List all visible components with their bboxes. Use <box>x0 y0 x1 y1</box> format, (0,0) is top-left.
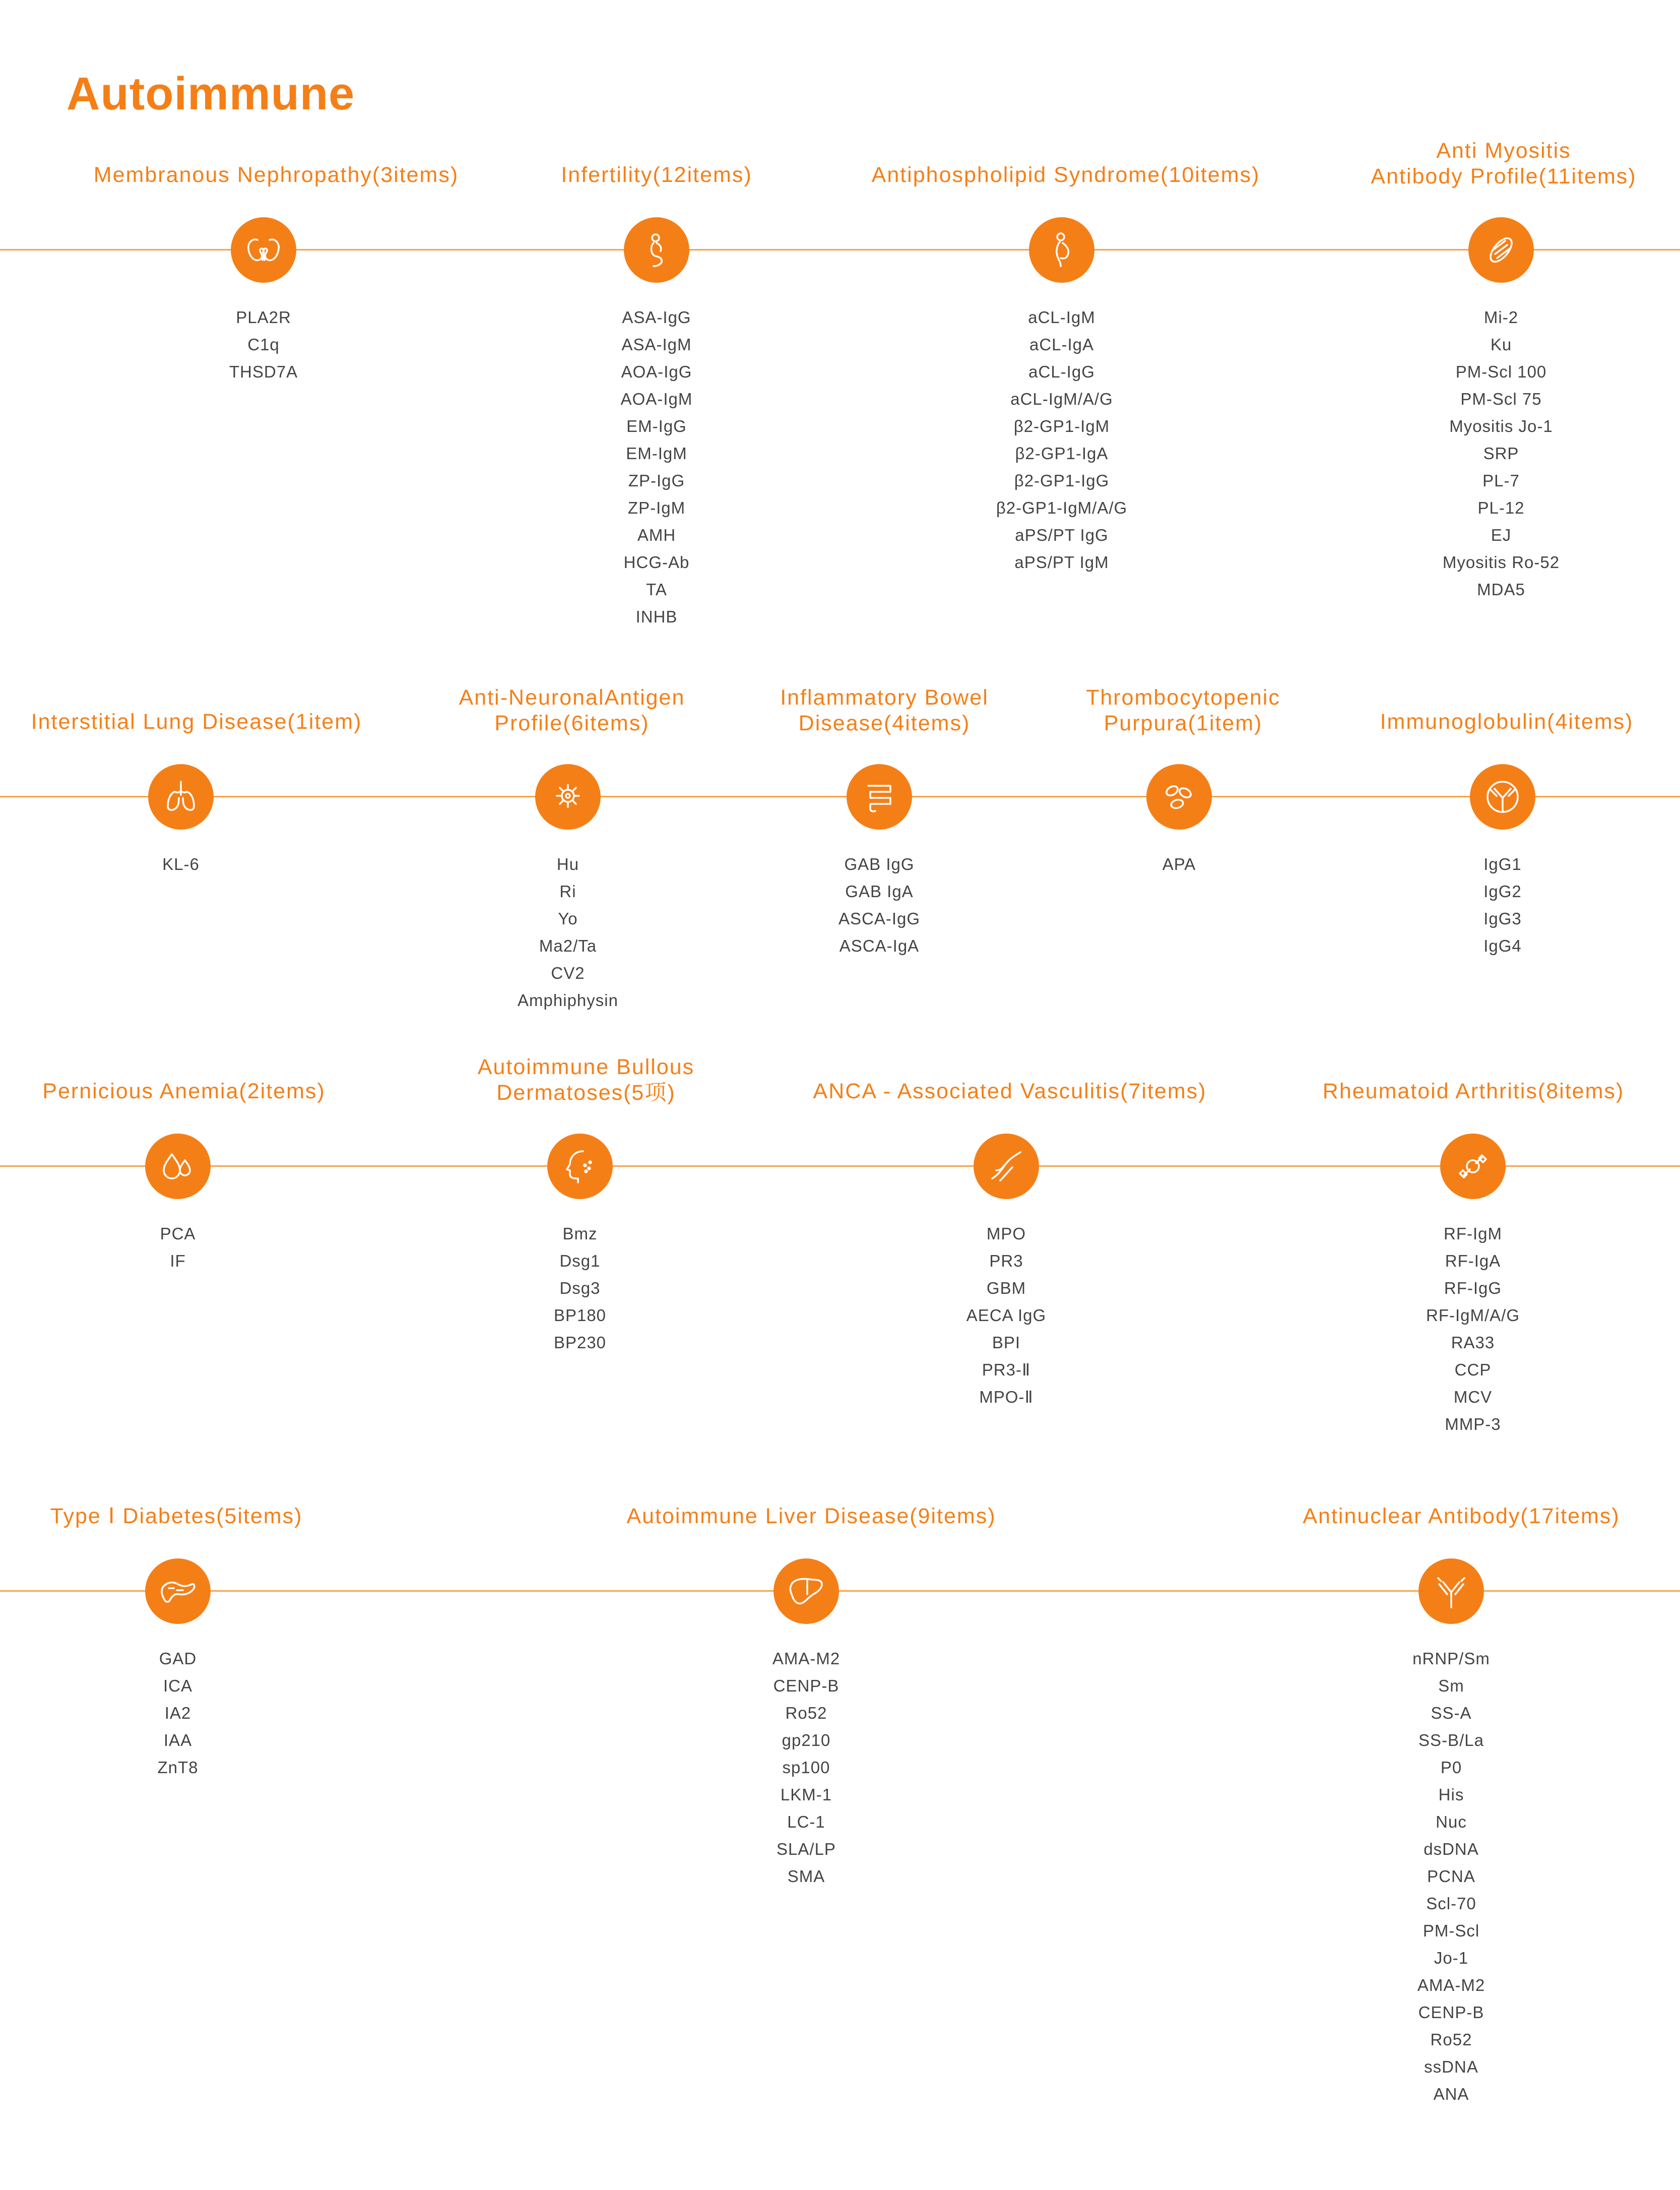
list-item: AOA-IgM <box>620 390 693 408</box>
list-item: BP180 <box>553 1306 607 1325</box>
list-item: ssDNA <box>1424 2057 1478 2076</box>
list-item: aPS/PT IgG <box>1015 526 1109 544</box>
list-item: MCV <box>1453 1388 1493 1406</box>
list-item: gp210 <box>782 1731 831 1749</box>
list-item: GAB IgG <box>844 855 915 873</box>
category-title-text: Immunoglobulin(4items) <box>1380 710 1634 734</box>
list-item: EJ <box>1491 526 1512 544</box>
list-item: EM-IgG <box>626 417 687 435</box>
antibody-icon <box>1418 1558 1484 1624</box>
category-title-antinuclear-antibody <box>1235 1499 1680 1529</box>
list-item: AECA IgG <box>966 1306 1047 1325</box>
list-item: Ri <box>559 882 576 901</box>
category-title-text: Thrombocytopenic Purpura(1item) <box>1086 685 1280 735</box>
list-item: AOA-IgG <box>621 362 692 381</box>
list-item: THSD7A <box>229 362 298 381</box>
category-title-rheumatoid-arthritis <box>1247 1074 1680 1104</box>
blood-cells-icon <box>1146 764 1212 830</box>
list-item: Myositis Ro-52 <box>1442 553 1560 572</box>
muscle-icon <box>1468 217 1534 283</box>
list-item: MPO-Ⅱ <box>979 1388 1033 1406</box>
category-title-text: Autoimmune Bullous Dermatoses(5项) <box>477 1055 695 1105</box>
timeline-row-2 <box>0 796 1680 797</box>
list-item: MDA5 <box>1477 580 1525 599</box>
list-item: GAD <box>159 1649 197 1668</box>
list-item: IgG1 <box>1483 855 1522 873</box>
list-item: PM-Scl <box>1423 1921 1480 1940</box>
category-title-antiphospholipid-syndrome <box>839 158 1293 188</box>
category-title-anti-myositis <box>1277 133 1680 190</box>
item-list-anti-myositis <box>1274 304 1680 603</box>
list-item: PLA2R <box>236 308 291 327</box>
list-item: RF-IgG <box>1444 1279 1502 1297</box>
category-title-pernicious-anemia <box>0 1074 411 1104</box>
category-title-text: Antiphospholipid Syndrome(10items) <box>871 163 1260 187</box>
list-item: IgG3 <box>1483 909 1522 928</box>
list-item: ASA-IgM <box>621 335 692 354</box>
list-item: Bmz <box>562 1224 598 1243</box>
list-item: SS-A <box>1431 1704 1472 1722</box>
list-item: Ro52 <box>1430 2030 1472 2049</box>
list-item: Amphiphysin <box>518 991 618 1010</box>
item-list-antinuclear-antibody <box>1224 1645 1678 2108</box>
list-item: PL-7 <box>1482 471 1520 490</box>
list-item: ZnT8 <box>157 1758 199 1777</box>
category-title-type-1-diabetes <box>0 1499 403 1529</box>
list-item: MPO <box>986 1224 1026 1243</box>
item-list-immunoglobulin <box>1276 851 1680 960</box>
list-item: TA <box>646 580 667 599</box>
kidney-icon <box>231 217 296 283</box>
list-item: ASCA-IgA <box>839 936 920 955</box>
list-item: KL-6 <box>162 855 200 873</box>
list-item: Dsg1 <box>559 1252 601 1270</box>
item-list-autoimmune-bullous-dermatoses <box>353 1220 807 1356</box>
pregnant-woman-icon <box>1029 217 1094 283</box>
item-list-anca-vasculitis <box>780 1220 1233 1411</box>
category-title-text: ANCA - Associated Vasculitis(7items) <box>813 1079 1207 1103</box>
category-title-text: Autoimmune Liver Disease(9items) <box>626 1504 996 1528</box>
list-item: LKM-1 <box>780 1785 832 1804</box>
list-item: aPS/PT IgM <box>1014 553 1109 572</box>
item-list-infertility <box>430 304 883 631</box>
category-title-infertility <box>430 158 883 188</box>
list-item: His <box>1438 1785 1464 1804</box>
list-item: ICA <box>163 1676 192 1695</box>
list-item: aCL-IgG <box>1028 362 1095 381</box>
list-item: AMA-M2 <box>772 1649 841 1668</box>
list-item: CCP <box>1454 1360 1492 1379</box>
neuron-icon <box>535 764 601 830</box>
category-title-text: Type Ⅰ Diabetes(5items) <box>50 1504 303 1528</box>
pancreas-icon <box>145 1558 211 1624</box>
list-item: Yo <box>558 909 578 928</box>
list-item: APA <box>1162 855 1196 873</box>
list-item: GAB IgA <box>845 882 914 901</box>
list-item: ZP-IgM <box>627 498 686 517</box>
timeline-row-3 <box>0 1165 1680 1167</box>
pregnancy-icon <box>624 217 689 283</box>
category-title-text: Antinuclear Antibody(17items) <box>1303 1504 1620 1528</box>
list-item: Ro52 <box>785 1704 827 1722</box>
list-item: sp100 <box>782 1758 830 1777</box>
list-item: β2-GP1-IgG <box>1014 471 1110 490</box>
list-item: β2-GP1-IgM <box>1013 417 1110 435</box>
antibody-circle-icon <box>1470 764 1535 830</box>
list-item: nRNP/Sm <box>1412 1649 1490 1668</box>
list-item: SMA <box>787 1867 825 1886</box>
list-item: Dsg3 <box>559 1279 601 1297</box>
list-item: PL-12 <box>1477 498 1525 517</box>
category-title-autoimmune-liver-disease <box>585 1499 1038 1529</box>
list-item: RA33 <box>1451 1333 1495 1352</box>
category-title-text: Infertility(12items) <box>561 163 752 187</box>
list-item: SLA/LP <box>777 1840 836 1858</box>
list-item: aCL-IgM <box>1028 308 1095 327</box>
list-item: Myositis Jo-1 <box>1449 417 1553 435</box>
list-item: PCA <box>160 1224 196 1243</box>
list-item: RF-IgM/A/G <box>1426 1306 1520 1325</box>
list-item: Ku <box>1490 335 1512 354</box>
list-item: ANA <box>1433 2085 1469 2103</box>
list-item: C1q <box>247 335 280 354</box>
list-item: LC-1 <box>787 1812 825 1831</box>
list-item: IF <box>170 1252 186 1270</box>
list-item: GBM <box>986 1279 1026 1297</box>
list-item: IA2 <box>164 1704 191 1722</box>
list-item: PM-Scl 75 <box>1460 390 1542 408</box>
item-list-autoimmune-liver-disease <box>579 1645 1033 1890</box>
list-item: BP230 <box>553 1333 607 1352</box>
list-item: MMP-3 <box>1445 1415 1501 1433</box>
list-item: PR3-Ⅱ <box>982 1360 1031 1379</box>
category-title-anca-vasculitis <box>783 1074 1237 1104</box>
list-item: β2-GP1-IgM/A/G <box>996 498 1128 517</box>
category-title-immunoglobulin <box>1280 705 1680 735</box>
list-item: ZP-IgG <box>628 471 685 490</box>
list-item: HCG-Ab <box>623 553 690 572</box>
list-item: RF-IgA <box>1445 1252 1501 1270</box>
blood-vessel-icon <box>974 1134 1039 1199</box>
list-item: Mi-2 <box>1483 308 1519 327</box>
item-list-type-1-diabetes <box>0 1645 405 1781</box>
list-item: PCNA <box>1427 1867 1475 1886</box>
item-list-pernicious-anemia <box>0 1220 405 1275</box>
category-title-text: Pernicious Anemia(2items) <box>42 1079 326 1103</box>
list-item: IgG4 <box>1483 936 1522 955</box>
category-title-text: Membranous Nephropathy(3items) <box>93 163 459 187</box>
list-item: Hu <box>556 855 579 873</box>
list-item: aCL-IgA <box>1029 335 1094 354</box>
list-item: SS-B/La <box>1418 1731 1484 1749</box>
category-title-text: Inflammatory Bowel Disease(4items) <box>780 685 989 735</box>
list-item: RF-IgM <box>1444 1224 1502 1243</box>
list-item: CV2 <box>551 964 585 982</box>
list-item: CENP-B <box>773 1676 839 1695</box>
list-item: P0 <box>1440 1758 1462 1777</box>
item-list-membranous-nephropathy <box>37 304 490 386</box>
list-item: ASCA-IgG <box>838 909 921 928</box>
list-item: Ma2/Ta <box>539 936 597 955</box>
list-item: SRP <box>1483 444 1519 463</box>
joint-icon <box>1440 1134 1506 1199</box>
list-item: Scl-70 <box>1426 1894 1476 1913</box>
category-title-text: Interstitial Lung Disease(1item) <box>31 710 362 734</box>
liver-icon <box>773 1558 839 1624</box>
list-item: PR3 <box>989 1252 1023 1270</box>
item-list-antiphospholipid-syndrome <box>835 304 1288 576</box>
face-skin-icon <box>547 1134 613 1199</box>
list-item: aCL-IgM/A/G <box>1010 390 1113 408</box>
list-item: IgG2 <box>1483 882 1522 901</box>
list-item: Nuc <box>1436 1812 1467 1831</box>
lungs-icon <box>148 764 214 830</box>
list-item: ASA-IgG <box>622 308 691 327</box>
list-item: Jo-1 <box>1434 1949 1469 1967</box>
list-item: CENP-B <box>1418 2003 1484 2022</box>
intestine-icon <box>847 764 912 830</box>
list-item: AMA-M2 <box>1417 1976 1485 1994</box>
list-item: IAA <box>163 1731 192 1749</box>
list-item: β2-GP1-IgA <box>1015 444 1109 463</box>
item-list-rheumatoid-arthritis <box>1246 1220 1680 1438</box>
list-item: INHB <box>635 607 678 626</box>
category-title-autoimmune-bullous-dermatoses <box>359 1049 813 1106</box>
category-title-text: Anti Myositis Antibody Profile(11items) <box>1371 139 1637 189</box>
page-title: Autoimmune <box>67 68 355 119</box>
list-item: PM-Scl 100 <box>1455 362 1547 381</box>
list-item: Sm <box>1438 1676 1464 1695</box>
category-title-text: Rheumatoid Arthritis(8items) <box>1322 1079 1625 1103</box>
list-item: dsDNA <box>1424 1840 1479 1858</box>
list-item: AMH <box>637 526 676 544</box>
list-item: BPI <box>992 1333 1021 1352</box>
blood-drops-icon <box>145 1134 211 1199</box>
category-title-text: Anti-NeuronalAntigen Profile(6items) <box>459 685 685 735</box>
list-item: EM-IgM <box>626 444 687 463</box>
